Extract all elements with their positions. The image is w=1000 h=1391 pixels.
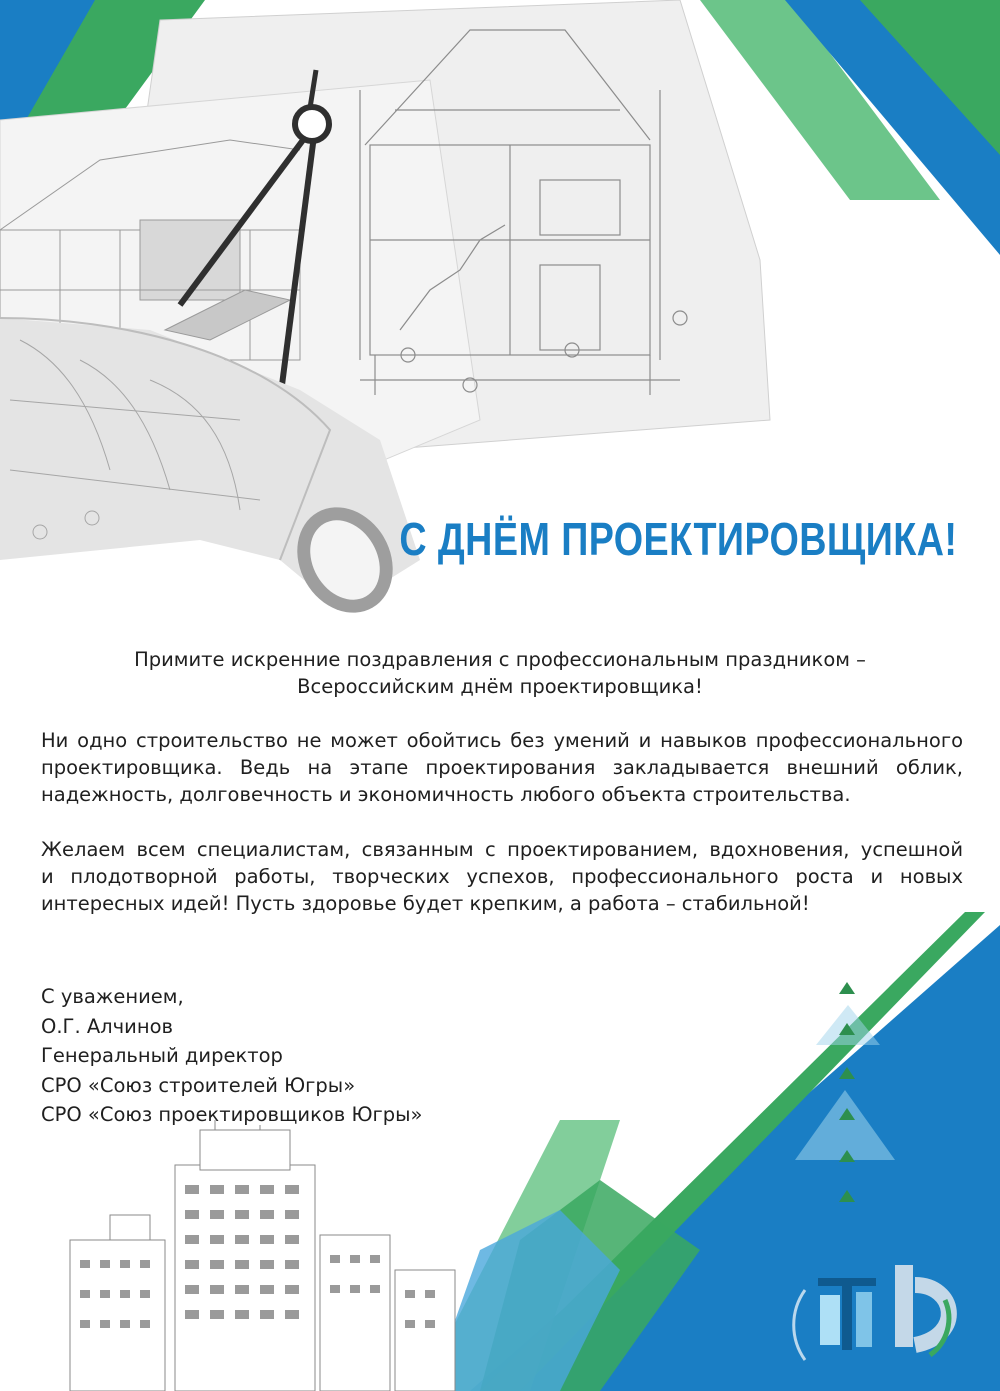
signature-organization: СРО «Союз проектировщиков Югры» <box>41 1103 423 1126</box>
intro-line: Примите искренние поздравления с профессиональным праздником – <box>134 648 866 671</box>
paragraph-1 <box>41 727 963 808</box>
signature-organization: СРО «Союз строителей Югры» <box>41 1073 356 1097</box>
paragraph-line: Желаем всем специалистам, связанным с проектированием, вдохновения, успешной <box>41 838 963 861</box>
intro-line: Всероссийским днём проектировщика! <box>297 675 703 698</box>
paragraph-line: Ни одно строительство не может обойтись без умений и навыков профессионального <box>41 729 963 752</box>
signature-name: О.Г. Алчинов <box>41 1014 174 1038</box>
page-title: С ДНЁМ ПРОЕКТИРОВЩИКА! <box>399 513 958 565</box>
paragraph-line: надежность, долговечность и экономичность любого объекта строительства. <box>41 783 851 806</box>
building-sketch-icon <box>70 1120 455 1391</box>
signature-greeting: С уважением, <box>41 985 184 1008</box>
signature-position: Генеральный директор <box>41 1044 283 1067</box>
paragraph-line: и плодотворной работы, творческих успехов, профессионального роста и новых <box>41 865 963 888</box>
signature-block <box>41 982 541 1130</box>
paragraph-line: проектировщика. Ведь на этапе проектирования закладывается внешний облик, <box>41 756 963 779</box>
paragraph-2 <box>41 836 963 917</box>
paragraph-line: интересных идей! Пусть здоровье будет крепким, а работа – стабильной! <box>41 892 810 915</box>
intro-text <box>60 646 940 700</box>
